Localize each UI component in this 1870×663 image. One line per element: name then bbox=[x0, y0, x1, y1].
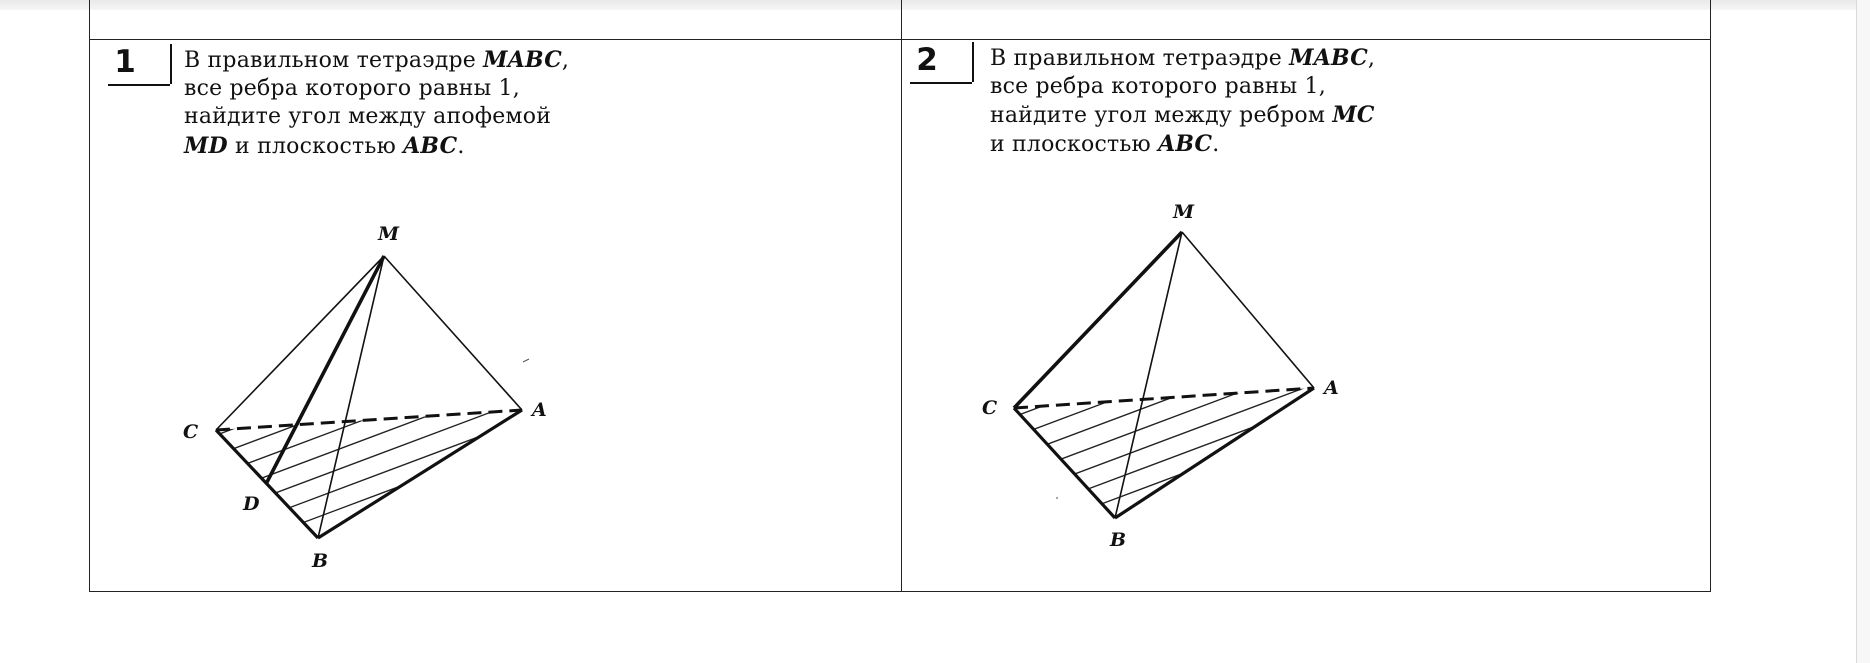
hidden-edge-CA bbox=[216, 410, 522, 430]
vertex-label-M: M bbox=[1173, 201, 1195, 223]
vertex-label-C: C bbox=[982, 397, 998, 419]
scan-mark bbox=[1056, 497, 1058, 499]
edge-MC bbox=[216, 256, 384, 430]
edge-BA bbox=[318, 410, 522, 538]
base-hatching bbox=[952, 290, 1352, 620]
text-segment: все ребра которого равны 1, bbox=[184, 75, 520, 101]
text-segment: найдите угол между апофемой bbox=[184, 104, 552, 129]
text-segment: В правильном тетраэдре bbox=[990, 46, 1290, 71]
text-segment: и плоскостью bbox=[990, 131, 1159, 157]
text-segment: . bbox=[457, 133, 465, 159]
vertex-label-C: C bbox=[183, 421, 199, 443]
vertex-label-A: A bbox=[1324, 377, 1339, 399]
vertex-label-A: A bbox=[532, 399, 547, 421]
viewer-scrollbar-track[interactable] bbox=[1856, 0, 1870, 663]
math-tetrahedron: MABC bbox=[1289, 45, 1368, 71]
math-plane: ABC bbox=[1158, 130, 1213, 157]
edge-MA bbox=[1182, 232, 1314, 388]
text-segment: , bbox=[561, 48, 570, 73]
text-segment: , bbox=[1367, 46, 1376, 71]
apothem-MD bbox=[266, 256, 384, 484]
math-edge: MC bbox=[1332, 102, 1375, 128]
math-apothem: MD bbox=[184, 132, 228, 159]
text-segment: В правильном тетраэдре bbox=[184, 48, 484, 73]
tetrahedron-figure-2 bbox=[902, 40, 1712, 590]
edge-MC bbox=[1014, 232, 1182, 408]
hidden-edge-CA bbox=[1014, 388, 1314, 408]
tetrahedron-figure-1 bbox=[90, 40, 900, 590]
scan-mark bbox=[523, 359, 529, 362]
vertex-label-M: M bbox=[378, 223, 400, 245]
vertex-label-B: B bbox=[312, 550, 329, 572]
problem-number: 1 bbox=[114, 44, 136, 80]
text-segment: все ребра которого равны 1, bbox=[990, 73, 1326, 99]
vertex-label-D: D bbox=[243, 493, 260, 515]
text-segment: и плоскостью bbox=[227, 133, 404, 159]
math-plane: ABC bbox=[403, 132, 458, 159]
edge-MB bbox=[1115, 232, 1182, 518]
text-segment: найдите угол между ребром bbox=[990, 103, 1333, 128]
math-tetrahedron: MABC bbox=[483, 47, 562, 73]
vertex-label-B: B bbox=[1110, 529, 1127, 551]
problem-cell-1 bbox=[90, 40, 900, 590]
edge-MA bbox=[384, 256, 522, 410]
text-segment: . bbox=[1212, 131, 1220, 157]
problem-number: 2 bbox=[916, 42, 938, 78]
problem-cell-2 bbox=[902, 40, 1712, 590]
problems-table bbox=[89, 0, 1711, 592]
base-hatching bbox=[150, 310, 550, 620]
